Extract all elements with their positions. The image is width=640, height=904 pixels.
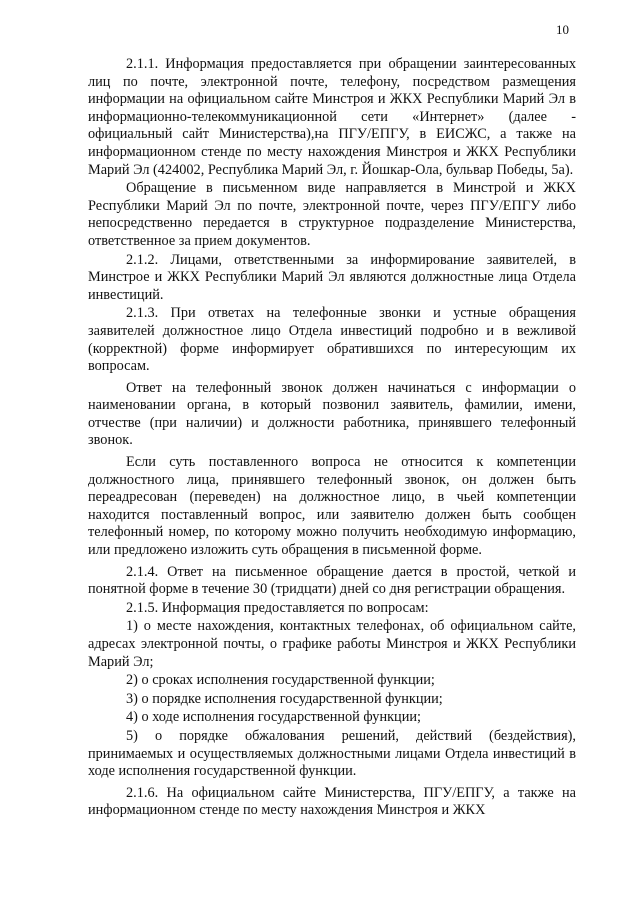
paragraph-2-1-1: 2.1.1. Информация предоставляется при обращении заинтересованных лиц по почте, электронной почте, телефону, посредством размещения информации на официальном сайте Минстроя и ЖКХ Республики Марий Эл в информационно-телекоммуникационной сети «Интернет» (далее - официальный сайт Министерства),на ПГУ/ЕПГУ, в ЕИСЖС, а также на информационном стенде по месту нахождения Минстроя и ЖКХ Республики Марий Эл (424002, Республика Марий Эл, г. Йошкар-Ола, бульвар Победы, 5а). — [88, 56, 576, 178]
list-item-2: 2) о сроках исполнения государственной функции; — [126, 672, 435, 689]
paragraph-2-1-5: 2.1.5. Информация предоставляется по вопросам: — [126, 599, 429, 616]
paragraph-2-1-2: 2.1.2. Лицами, ответственными за информирование заявителей, в Минстрое и ЖКХ Республики Марий Эл являются должностные лица Отдела инвестиций. — [88, 251, 576, 303]
document-body — [88, 56, 576, 820]
paragraph-2-1-3: 2.1.3. При ответах на телефонные звонки и устные обращения заявителей должностное лицо Отдела инвестиций подробно и в вежливой (корректной) форме информирует обратившихся по интересующим их вопросам. — [88, 305, 576, 375]
list-item-3: 3) о порядке исполнения государственной функции; — [126, 690, 443, 707]
paragraph-2-1-6: 2.1.6. На официальном сайте Министерства, ПГУ/ЕПГУ, а также на информационном стенде по месту нахождения Минстроя и ЖКХ — [88, 784, 576, 819]
page-number: 10 — [556, 22, 569, 37]
list-item-4: 4) о ходе исполнения государственной функции; — [126, 709, 421, 726]
paragraph-phone-answer: Ответ на телефонный звонок должен начинаться с информации о наименовании органа, в который позвонил заявитель, фамилии, имени, отчестве (при наличии) и должности работника, принявшего телефонный звонок. — [88, 379, 576, 449]
list-item-5: 5) о порядке обжалования решений, действий (бездействия), принимаемых и осуществляемых должностными лицами Отдела инвестиций в ходе исполнения государственной функции. — [88, 727, 576, 780]
paragraph-written-appeal: Обращение в письменном виде направляется в Минстрой и ЖКХ Республики Марий Эл по почте, электронной почте, через ПГУ/ЕПГУ либо непосредственно передается в структурное подразделение Министерства, ответственное за прием документов. — [88, 180, 576, 249]
paragraph-2-1-4: 2.1.4. Ответ на письменное обращение дается в простой, четкой и понятной форме в течение 30 (тридцати) дней со дня регистрации обращения. — [88, 563, 576, 598]
paragraph-redirect: Если суть поставленного вопроса не относится к компетенции должностного лица, принявшего телефонный звонок, он должен быть переадресован (переведен) на должностное лицо, в чьей компетенции находится поставленный вопрос, или заявителю должен быть сообщен телефонный номер, по которому можно получить необходимую информацию, или предложено изложить суть обращения в письменной форме. — [88, 454, 576, 559]
list-item-1: 1) о месте нахождения, контактных телефонах, об официальном сайте, адресах электронной почты, о графике работы Минстроя и ЖКХ Республики Марий Эл; — [88, 618, 576, 670]
